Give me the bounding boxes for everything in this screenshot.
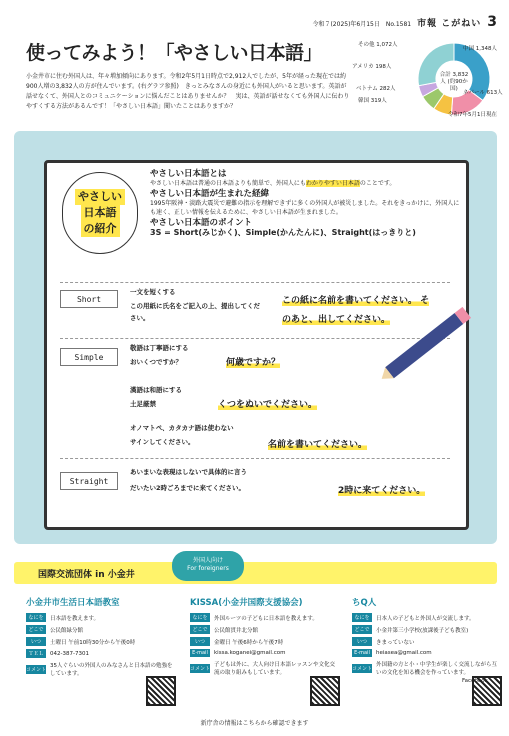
points-text: 3S = Short(みじかく)、Simple(かんたんに)、Straight(はっきりと) <box>150 228 416 237</box>
page-title: 使ってみよう！「やさしい日本語」 <box>26 42 323 64</box>
straight-after-wrap <box>338 478 425 497</box>
org-key: どこで <box>190 625 210 634</box>
straight-after: 2時に来てください。 <box>338 486 426 496</box>
org-key: なにを <box>190 613 210 622</box>
org-value: 金曜日 午後6時から午後7時 <box>214 639 284 646</box>
org-key: いつ <box>26 637 46 646</box>
section-badge <box>62 172 138 254</box>
org-key: なにを <box>352 613 372 622</box>
org-row <box>26 661 176 677</box>
page-number: 3 <box>487 14 497 30</box>
text-part: のことです。 <box>359 180 396 187</box>
org-value: 公民館貫井北分館 <box>214 627 259 634</box>
simple-rule-1: 敬語は丁寧語にする <box>130 344 189 352</box>
tag-straight: Straight <box>60 472 118 490</box>
simple-after-3-wrap <box>268 432 367 451</box>
org-value: 小金井第三小学校(放課後子ども教室) <box>376 627 469 634</box>
org-key: どこで <box>352 625 372 634</box>
divider <box>60 282 450 283</box>
org-value: 公民館緑分館 <box>50 627 84 634</box>
org-row <box>26 637 176 646</box>
org-value: 042-387-7301 <box>50 650 89 657</box>
short-after: この紙に名前を書いてください。 そのあと、出してください。 <box>282 296 430 325</box>
intro-text: 小金井市に住む外国人は、年々増加傾向にあります。令和2年5月1日時点で2,912人でしたが、5年が経った現在では約900人増の3,832人の方が住んでいます。(右グラフ参照) きっとみなさんの身近にも外国人がいると思います。英語が話せなくて、外国人とのコミュニケーションに悩んだことはありませんか？ 実は、英語が話せなくても外国人に伝わりやすくする方法があるんです！「やさしい日本語」聞いたことはありますか？ <box>26 73 350 110</box>
simple-before-1: おいくつですか？ <box>130 358 182 366</box>
org-key: E-mail <box>352 649 372 657</box>
about-heading: やさしい日本語とは <box>150 169 227 179</box>
org-row <box>352 625 502 634</box>
badge-line: やさしい <box>75 189 125 205</box>
population-chart <box>338 34 506 124</box>
bottom-title-bar <box>14 562 497 584</box>
straight-rule: あいまいな表現はしないで具体的に言う <box>130 468 247 476</box>
org-row <box>352 613 502 622</box>
explanation-block <box>150 168 462 237</box>
org-row <box>26 613 176 622</box>
badge-line: 日本語 <box>81 205 120 221</box>
org-row <box>352 637 502 646</box>
simple-rule-3: オノマトペ、カタカナ語は使わない <box>130 424 234 432</box>
qr-code[interactable] <box>310 676 340 706</box>
short-before: この用紙に氏名をご記入の上、提出してください。 <box>130 302 260 322</box>
simple-after-1-wrap <box>226 350 280 369</box>
label-vietnam: ベトナム 282人 <box>356 86 396 92</box>
issue-number: No.1581 <box>385 21 412 28</box>
org-row <box>190 625 340 634</box>
org-value: 土曜日 午前10時30分から午後0時 <box>50 639 136 646</box>
org-key: いつ <box>190 637 210 646</box>
simple-after-2: くつをぬいでください。 <box>218 400 318 410</box>
facebook-label: Facebook <box>462 678 488 684</box>
org-key: なにを <box>26 613 46 622</box>
org-value: 日本語を教えます。 <box>50 615 100 622</box>
org-row <box>26 649 176 658</box>
org-value: きまっていない <box>376 639 415 646</box>
bottom-title: 国際交流団体 in 小金井 <box>38 570 135 580</box>
origin-heading: やさしい日本語が生まれた経緯 <box>150 189 270 199</box>
org-card <box>352 596 502 679</box>
bubble-ja: 外国人向け <box>192 557 223 564</box>
origin-text: 1995年阪神・淡路大震災で避難の指示を理解できずに多くの外国人が被災しました。それをきっかけに、外国人にも速く、正しい情報を伝えるために、やさしい日本語が生まれました。 <box>150 200 460 216</box>
org-row <box>190 660 340 676</box>
simple-rule-2: 漢語は和語にする <box>130 386 182 394</box>
page-header <box>312 14 497 30</box>
org-card <box>26 596 176 680</box>
label-usa: アメリカ 198人 <box>352 64 392 70</box>
org-card <box>190 596 340 679</box>
org-row <box>352 660 502 676</box>
org-value: 子どもは外に、大人向け日本語レッスンや文化交流の取り組みもしています。 <box>214 662 335 676</box>
points-heading: やさしい日本語のポイント <box>150 218 253 228</box>
badge-line: の紹介 <box>81 221 120 237</box>
simple-before-3: サインしてください。 <box>130 438 195 446</box>
text-part: やさしい日本語は普通の日本語よりも簡単で、外国人にも <box>150 180 306 187</box>
org-row <box>26 625 176 634</box>
footer-note: 新庁舎の情報はこちらから確認できます <box>200 720 309 727</box>
org-key: コメント <box>26 666 47 673</box>
org-value: 外国籍の方と小・中学生が楽しく交流しながら互いの文化を知る機会を作っています。 <box>376 662 498 676</box>
simple-after-2-wrap <box>218 392 317 411</box>
chart-total: 合計 3,832人 (約90か国) <box>439 72 469 92</box>
org-key: いつ <box>352 637 372 646</box>
simple-after-1: 何歳ですか？ <box>226 358 281 368</box>
org-row <box>190 637 340 646</box>
org-value: 外国ルーツの子どもに日本語を教えます。 <box>214 615 318 622</box>
label-china: 中国 1,348人 <box>463 46 497 52</box>
org-key: どこで <box>26 625 46 634</box>
qr-code[interactable] <box>146 676 176 706</box>
label-other: その他 1,072人 <box>358 42 398 48</box>
label-korea: 韓国 319人 <box>358 98 387 104</box>
highlight-text: わかりやすい日本語 <box>305 180 360 187</box>
straight-before: だいたい2時ごろまでに来てください。 <box>130 484 246 492</box>
org-key: コメント <box>190 665 211 672</box>
org-value: heiasea@gmail.com <box>376 650 432 656</box>
org-value: 日本人の子どもと外国人が交流します。 <box>376 615 475 622</box>
org-value: kissa.koganei@gmail.com <box>214 650 286 656</box>
org-name: 小金井市生活日本語教室 <box>26 598 120 608</box>
tag-simple: Simple <box>60 348 118 366</box>
issue-date: 令和７(2025)年6月15日 <box>312 21 380 28</box>
simple-after-3: 名前を書いてください。 <box>268 440 368 450</box>
org-row <box>190 613 340 622</box>
label-nepal: ネパール 613人 <box>463 90 503 96</box>
org-value: 35人ぐらいの外国人のみなさんと日本語の勉強をしています。 <box>50 663 173 677</box>
chart-date-note: 令和7年5月1日現在 <box>448 112 497 118</box>
org-row <box>190 649 340 657</box>
org-row <box>352 649 502 657</box>
org-key: ＴＥＬ <box>26 649 46 658</box>
publication-name: 市報 こがねい <box>417 19 482 29</box>
org-key: コメント <box>352 665 373 672</box>
org-name: ちQ人 <box>352 598 377 608</box>
about-text <box>150 179 462 188</box>
bubble-en: For foreigners <box>187 565 229 572</box>
tag-short: Short <box>60 290 118 308</box>
short-rule: 一文を短くする <box>130 288 176 296</box>
org-name: KISSA(小金井国際支援協会) <box>190 598 303 608</box>
pencil-illustration <box>370 290 480 400</box>
org-key: E-mail <box>190 649 210 657</box>
simple-before-2: 土足厳禁 <box>130 400 156 408</box>
divider <box>60 458 450 459</box>
foreigners-bubble <box>172 551 244 581</box>
